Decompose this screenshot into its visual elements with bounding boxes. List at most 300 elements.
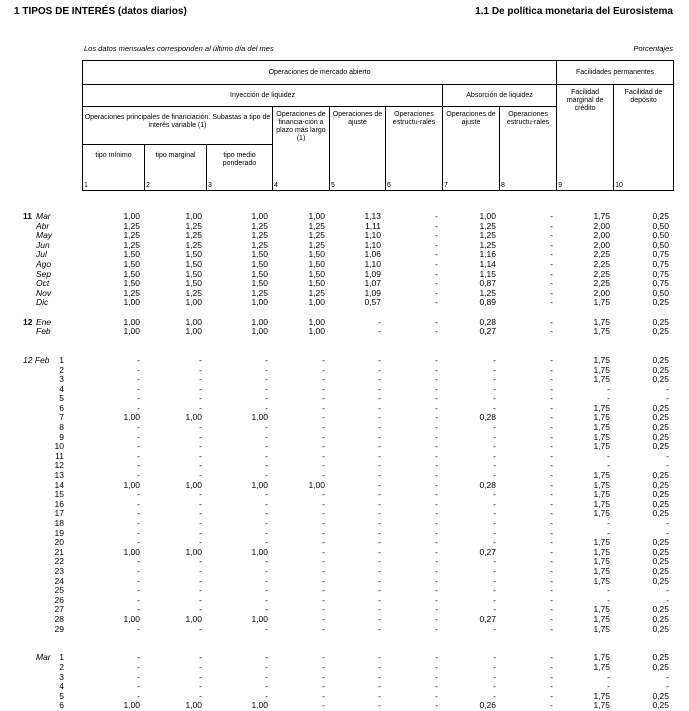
row-day: 5 bbox=[59, 393, 64, 404]
cell-col-5: 1,10 bbox=[364, 239, 381, 250]
cell-col-3: 1,00 bbox=[251, 546, 268, 557]
cell-col-3: 1,00 bbox=[251, 412, 268, 423]
row-day: 9 bbox=[59, 431, 64, 442]
cell-col-6: - bbox=[435, 287, 438, 298]
cell-col-10: - bbox=[666, 671, 669, 682]
cell-col-6: - bbox=[435, 441, 438, 452]
cell-col-5: - bbox=[378, 604, 381, 615]
cell-col-10: 0,25 bbox=[652, 623, 669, 634]
table-row bbox=[0, 548, 689, 558]
cell-col-2: - bbox=[199, 594, 202, 605]
cell-col-8: - bbox=[550, 460, 553, 471]
cell-col-4: 1,00 bbox=[308, 211, 325, 221]
cell-col-1: 1,00 bbox=[123, 211, 140, 221]
cell-col-9: 2,25 bbox=[593, 278, 610, 289]
cell-col-5: - bbox=[378, 565, 381, 576]
cell-col-6: - bbox=[435, 518, 438, 528]
cell-col-5: - bbox=[378, 422, 381, 433]
cell-col-9: 1,75 bbox=[593, 354, 610, 365]
cell-col-1: - bbox=[137, 690, 140, 701]
cell-col-4: - bbox=[322, 527, 325, 538]
cell-col-2: 1,00 bbox=[185, 412, 202, 423]
cell-col-2: - bbox=[199, 690, 202, 701]
cell-col-7: 0,28 bbox=[479, 316, 496, 327]
cell-col-5: - bbox=[378, 700, 381, 711]
cell-col-7: - bbox=[493, 527, 496, 538]
cell-col-8: - bbox=[550, 470, 553, 481]
cell-col-4: 1,50 bbox=[308, 278, 325, 289]
cell-col-4: 1,50 bbox=[308, 268, 325, 279]
cell-col-5: 1,13 bbox=[364, 211, 381, 221]
cell-col-4: - bbox=[322, 556, 325, 567]
cell-col-10: 0,25 bbox=[652, 661, 669, 672]
cell-col-7: - bbox=[493, 402, 496, 413]
cell-col-5: - bbox=[378, 489, 381, 500]
cell-col-10: 0,25 bbox=[652, 402, 669, 413]
cell-col-10: 0,25 bbox=[652, 412, 669, 423]
cell-col-5: - bbox=[378, 450, 381, 461]
cell-col-5: - bbox=[378, 498, 381, 509]
cell-col-4: - bbox=[322, 470, 325, 481]
cell-col-8: - bbox=[550, 287, 553, 298]
cell-col-10: 0,25 bbox=[652, 498, 669, 509]
header-marginal-rate: tipo marginal bbox=[145, 145, 207, 181]
cell-col-9: - bbox=[607, 671, 610, 682]
table-row bbox=[0, 471, 689, 481]
cell-col-3: 1,00 bbox=[251, 613, 268, 624]
cell-col-9: 1,75 bbox=[593, 412, 610, 423]
cell-col-4: - bbox=[322, 431, 325, 442]
cell-col-9: - bbox=[607, 383, 610, 394]
table-row bbox=[0, 270, 689, 280]
cell-col-1: - bbox=[137, 585, 140, 596]
cell-col-10: - bbox=[666, 450, 669, 461]
cell-col-6: - bbox=[435, 431, 438, 442]
cell-col-3: - bbox=[265, 402, 268, 413]
row-day: 4 bbox=[59, 383, 64, 394]
header-standing-facilities: Facilidades permanentes bbox=[557, 61, 674, 85]
cell-col-2: - bbox=[199, 604, 202, 615]
row-day: 23 bbox=[54, 565, 64, 576]
cell-col-6: - bbox=[435, 220, 438, 231]
cell-col-6: - bbox=[435, 249, 438, 260]
cell-col-9: - bbox=[607, 585, 610, 596]
cell-col-5: 1,06 bbox=[364, 249, 381, 260]
cell-col-8: - bbox=[550, 297, 553, 308]
table-row bbox=[0, 605, 689, 615]
row-spacer bbox=[0, 644, 689, 654]
cell-col-2: - bbox=[199, 422, 202, 433]
row-day: 5 bbox=[59, 690, 64, 701]
row-period: Ene bbox=[36, 316, 52, 327]
cell-col-3: - bbox=[265, 661, 268, 672]
cell-col-5: 1,11 bbox=[365, 220, 381, 231]
cell-col-10: 0,75 bbox=[652, 268, 669, 279]
cell-col-6: - bbox=[435, 565, 438, 576]
cell-col-10: 0,25 bbox=[652, 441, 669, 452]
cell-col-3: - bbox=[265, 470, 268, 481]
cell-col-3: - bbox=[265, 585, 268, 596]
cell-col-6: - bbox=[435, 364, 438, 375]
cell-col-1: - bbox=[137, 374, 140, 385]
row-day: 17 bbox=[54, 508, 64, 519]
cell-col-2: - bbox=[199, 431, 202, 442]
cell-col-7: 0,26 bbox=[479, 700, 496, 711]
cell-col-7: - bbox=[493, 383, 496, 394]
cell-col-4: 1,50 bbox=[308, 258, 325, 269]
cell-col-10: 0,25 bbox=[652, 374, 669, 385]
row-day: 28 bbox=[54, 613, 64, 624]
cell-col-4: - bbox=[322, 671, 325, 682]
row-spacer bbox=[0, 308, 689, 318]
cell-col-2: 1,00 bbox=[185, 700, 202, 711]
row-period: Abr bbox=[36, 220, 50, 231]
cell-col-6: - bbox=[435, 498, 438, 509]
cell-col-3: 1,00 bbox=[251, 316, 268, 327]
cell-col-6: - bbox=[435, 211, 438, 221]
cell-col-4: - bbox=[322, 652, 325, 663]
cell-col-4: 1,25 bbox=[308, 239, 325, 250]
column-number-8: 8 bbox=[500, 181, 557, 191]
cell-col-9: 1,75 bbox=[593, 431, 610, 442]
cell-col-6: - bbox=[435, 479, 438, 490]
cell-col-1: 1,00 bbox=[123, 412, 140, 423]
cell-col-10: 0,25 bbox=[652, 470, 669, 481]
cell-col-3: - bbox=[265, 489, 268, 500]
row-day: 24 bbox=[54, 575, 64, 586]
cell-col-3: - bbox=[265, 671, 268, 682]
cell-col-6: - bbox=[435, 671, 438, 682]
cell-col-5: - bbox=[378, 412, 381, 423]
cell-col-8: - bbox=[550, 508, 553, 519]
cell-col-7: 1,25 bbox=[479, 220, 496, 231]
cell-col-4: - bbox=[322, 354, 325, 365]
cell-col-5: - bbox=[378, 393, 381, 404]
cell-col-6: - bbox=[435, 422, 438, 433]
cell-col-5: - bbox=[378, 374, 381, 385]
table-row bbox=[0, 366, 689, 376]
cell-col-3: 1,25 bbox=[251, 239, 268, 250]
header-fine-tuning-absorption: Operaciones de ajuste bbox=[443, 107, 500, 181]
cell-col-4: - bbox=[322, 537, 325, 548]
cell-col-7: - bbox=[493, 354, 496, 365]
cell-col-1: 1,00 bbox=[123, 326, 140, 337]
cell-col-2: 1,25 bbox=[185, 220, 202, 231]
table-row bbox=[0, 404, 689, 414]
cell-col-6: - bbox=[435, 661, 438, 672]
cell-col-10: 0,25 bbox=[652, 431, 669, 442]
cell-col-2: 1,25 bbox=[185, 230, 202, 241]
cell-col-1: - bbox=[137, 604, 140, 615]
table-row bbox=[0, 490, 689, 500]
cell-col-5: - bbox=[378, 623, 381, 634]
cell-col-10: 0,75 bbox=[652, 249, 669, 260]
cell-col-4: - bbox=[322, 623, 325, 634]
table-row bbox=[0, 500, 689, 510]
cell-col-8: - bbox=[550, 623, 553, 634]
cell-col-9: - bbox=[607, 681, 610, 692]
cell-col-8: - bbox=[550, 498, 553, 509]
cell-col-9: - bbox=[607, 527, 610, 538]
column-number-2: 2 bbox=[145, 181, 207, 191]
cell-col-6: - bbox=[435, 537, 438, 548]
cell-col-1: - bbox=[137, 450, 140, 461]
cell-col-4: - bbox=[322, 604, 325, 615]
cell-col-10: 0,25 bbox=[652, 613, 669, 624]
table-row bbox=[0, 692, 689, 702]
cell-col-1: - bbox=[137, 460, 140, 471]
table-row bbox=[0, 423, 689, 433]
cell-col-10: 0,25 bbox=[652, 354, 669, 365]
cell-col-9: 1,75 bbox=[593, 700, 610, 711]
cell-col-3: 1,50 bbox=[251, 268, 268, 279]
cell-col-7: 1,15 bbox=[479, 268, 496, 279]
table-row bbox=[0, 461, 689, 471]
cell-col-8: - bbox=[550, 575, 553, 586]
cell-col-4: - bbox=[322, 575, 325, 586]
cell-col-7: - bbox=[493, 374, 496, 385]
cell-col-3: - bbox=[265, 575, 268, 586]
cell-col-7: 1,25 bbox=[479, 287, 496, 298]
row-day: 26 bbox=[54, 594, 64, 605]
cell-col-4: - bbox=[322, 383, 325, 394]
cell-col-7: - bbox=[493, 681, 496, 692]
cell-col-4: 1,25 bbox=[308, 287, 325, 298]
cell-col-1: - bbox=[137, 681, 140, 692]
table-row bbox=[0, 394, 689, 404]
cell-col-2: - bbox=[199, 441, 202, 452]
cell-col-2: 1,25 bbox=[185, 287, 202, 298]
cell-col-2: 1,50 bbox=[185, 268, 202, 279]
cell-col-1: - bbox=[137, 623, 140, 634]
cell-col-3: - bbox=[265, 354, 268, 365]
cell-col-1: 1,50 bbox=[123, 258, 140, 269]
cell-col-8: - bbox=[550, 690, 553, 701]
row-day: 7 bbox=[59, 412, 64, 423]
cell-col-9: 1,75 bbox=[593, 364, 610, 375]
cell-col-5: - bbox=[378, 594, 381, 605]
cell-col-10: - bbox=[666, 594, 669, 605]
cell-col-9: 1,75 bbox=[593, 565, 610, 576]
cell-col-7: 0,87 bbox=[479, 278, 496, 289]
cell-col-2: 1,00 bbox=[185, 316, 202, 327]
cell-col-6: - bbox=[435, 470, 438, 481]
table-row bbox=[0, 519, 689, 529]
cell-col-1: - bbox=[137, 422, 140, 433]
cell-col-5: - bbox=[378, 681, 381, 692]
cell-col-10: 0,25 bbox=[652, 489, 669, 500]
cell-col-9: 1,75 bbox=[593, 402, 610, 413]
table-row bbox=[0, 260, 689, 270]
cell-col-5: - bbox=[378, 470, 381, 481]
cell-col-2: - bbox=[199, 364, 202, 375]
cell-col-7: - bbox=[493, 652, 496, 663]
cell-col-9: 1,75 bbox=[593, 546, 610, 557]
cell-col-7: - bbox=[493, 364, 496, 375]
cell-col-3: 1,25 bbox=[251, 230, 268, 241]
cell-col-1: 1,25 bbox=[123, 287, 140, 298]
cell-col-6: - bbox=[435, 402, 438, 413]
row-day: 25 bbox=[54, 585, 64, 596]
cell-col-7: 1,16 bbox=[479, 249, 496, 260]
cell-col-2: - bbox=[199, 450, 202, 461]
cell-col-6: - bbox=[435, 575, 438, 586]
cell-col-5: - bbox=[378, 364, 381, 375]
table-row bbox=[0, 673, 689, 683]
cell-col-8: - bbox=[550, 661, 553, 672]
column-number-1: 1 bbox=[83, 181, 145, 191]
row-day: 1 bbox=[59, 354, 64, 365]
cell-col-6: - bbox=[435, 546, 438, 557]
cell-col-3: - bbox=[265, 537, 268, 548]
header-structural-absorption: Operaciones estructu-rales bbox=[500, 107, 557, 181]
cell-col-4: 1,00 bbox=[308, 479, 325, 490]
cell-col-3: 1,25 bbox=[251, 220, 268, 231]
cell-col-9: 2,00 bbox=[593, 287, 610, 298]
cell-col-7: - bbox=[493, 422, 496, 433]
table-row bbox=[0, 222, 689, 232]
row-day: 3 bbox=[59, 374, 64, 385]
cell-col-7: 1,25 bbox=[479, 239, 496, 250]
cell-col-10: 0,25 bbox=[652, 422, 669, 433]
cell-col-3: - bbox=[265, 393, 268, 404]
row-day: 27 bbox=[54, 604, 64, 615]
row-period: Ago bbox=[36, 258, 52, 269]
cell-col-8: - bbox=[550, 565, 553, 576]
cell-col-7: - bbox=[493, 604, 496, 615]
cell-col-9: - bbox=[607, 450, 610, 461]
cell-col-5: 1,09 bbox=[364, 287, 381, 298]
table-row bbox=[0, 481, 689, 491]
cell-col-10: 0,25 bbox=[652, 326, 669, 337]
cell-col-8: - bbox=[550, 652, 553, 663]
cell-col-5: - bbox=[378, 652, 381, 663]
row-period: Nov bbox=[36, 287, 52, 298]
cell-col-6: - bbox=[435, 297, 438, 308]
cell-col-2: - bbox=[199, 383, 202, 394]
row-day: 22 bbox=[54, 556, 64, 567]
cell-col-6: - bbox=[435, 383, 438, 394]
cell-col-9: 2,25 bbox=[593, 268, 610, 279]
cell-col-3: - bbox=[265, 383, 268, 394]
cell-col-8: - bbox=[550, 258, 553, 269]
cell-col-1: - bbox=[137, 498, 140, 509]
cell-col-9: - bbox=[607, 594, 610, 605]
cell-col-1: - bbox=[137, 441, 140, 452]
cell-col-9: 1,75 bbox=[593, 374, 610, 385]
cell-col-3: - bbox=[265, 681, 268, 692]
cell-col-9: 2,00 bbox=[593, 220, 610, 231]
cell-col-9: 1,75 bbox=[593, 537, 610, 548]
cell-col-4: - bbox=[322, 489, 325, 500]
cell-col-9: 1,75 bbox=[593, 211, 610, 221]
cell-col-2: - bbox=[199, 661, 202, 672]
cell-col-5: 1,10 bbox=[364, 230, 381, 241]
table-row bbox=[0, 318, 689, 328]
cell-col-5: - bbox=[378, 671, 381, 682]
cell-col-6: - bbox=[435, 700, 438, 711]
cell-col-5: - bbox=[378, 518, 381, 528]
cell-col-10: - bbox=[666, 460, 669, 471]
cell-col-6: - bbox=[435, 527, 438, 538]
cell-col-3: - bbox=[265, 460, 268, 471]
cell-col-3: - bbox=[265, 623, 268, 634]
cell-col-1: - bbox=[137, 489, 140, 500]
cell-col-1: - bbox=[137, 354, 140, 365]
cell-col-5: 1,10 bbox=[364, 258, 381, 269]
row-period: Mar bbox=[36, 211, 51, 221]
cell-col-4: - bbox=[322, 508, 325, 519]
cell-col-2: - bbox=[199, 575, 202, 586]
header-structural-injection: Operaciones estructu-rales bbox=[386, 107, 443, 181]
cell-col-2: - bbox=[199, 402, 202, 413]
cell-col-6: - bbox=[435, 258, 438, 269]
header-marginal-lending: Facilidad marginal de crédito bbox=[557, 85, 614, 181]
cell-col-8: - bbox=[550, 585, 553, 596]
cell-col-6: - bbox=[435, 613, 438, 624]
cell-col-8: - bbox=[550, 537, 553, 548]
cell-col-6: - bbox=[435, 652, 438, 663]
cell-col-10: 0,25 bbox=[652, 700, 669, 711]
cell-col-3: - bbox=[265, 527, 268, 538]
cell-col-6: - bbox=[435, 354, 438, 365]
cell-col-8: - bbox=[550, 431, 553, 442]
cell-col-2: 1,00 bbox=[185, 546, 202, 557]
section-title: 1 TIPOS DE INTERÉS (datos diarios) bbox=[14, 6, 187, 17]
cell-col-7: 1,00 bbox=[479, 211, 496, 221]
units-label: Porcentajes bbox=[633, 44, 673, 53]
cell-col-4: - bbox=[322, 690, 325, 701]
cell-col-1: 1,00 bbox=[123, 546, 140, 557]
table-row bbox=[0, 682, 689, 692]
cell-col-6: - bbox=[435, 239, 438, 250]
table-row bbox=[0, 452, 689, 462]
cell-col-8: - bbox=[550, 393, 553, 404]
cell-col-8: - bbox=[550, 402, 553, 413]
cell-col-9: 1,75 bbox=[593, 623, 610, 634]
cell-col-2: - bbox=[199, 460, 202, 471]
cell-col-8: - bbox=[550, 412, 553, 423]
cell-col-4: - bbox=[322, 374, 325, 385]
cell-col-4: - bbox=[322, 518, 325, 528]
cell-col-1: 1,50 bbox=[123, 249, 140, 260]
cell-col-7: - bbox=[493, 450, 496, 461]
cell-col-1: 1,00 bbox=[123, 700, 140, 711]
row-day: 6 bbox=[59, 402, 64, 413]
cell-col-1: 1,25 bbox=[123, 230, 140, 241]
monthly-note: Los datos mensuales corresponden al último día del mes bbox=[84, 44, 274, 53]
cell-col-2: 1,50 bbox=[185, 249, 202, 260]
cell-col-5: - bbox=[378, 690, 381, 701]
row-period: Sep bbox=[36, 268, 52, 279]
cell-col-3: - bbox=[265, 652, 268, 663]
cell-col-7: 0,27 bbox=[479, 546, 496, 557]
cell-col-4: - bbox=[322, 364, 325, 375]
cell-col-1: 1,25 bbox=[123, 220, 140, 231]
cell-col-3: - bbox=[265, 518, 268, 528]
cell-col-9: 1,75 bbox=[593, 441, 610, 452]
row-period: Dic bbox=[36, 297, 49, 308]
cell-col-2: 1,00 bbox=[185, 297, 202, 308]
header-injection: Inyección de liquidez bbox=[83, 85, 443, 107]
cell-col-7: - bbox=[493, 690, 496, 701]
cell-col-8: - bbox=[550, 230, 553, 241]
cell-col-4: - bbox=[322, 661, 325, 672]
cell-col-2: - bbox=[199, 671, 202, 682]
cell-col-6: - bbox=[435, 489, 438, 500]
cell-col-1: - bbox=[137, 402, 140, 413]
cell-col-7: - bbox=[493, 470, 496, 481]
